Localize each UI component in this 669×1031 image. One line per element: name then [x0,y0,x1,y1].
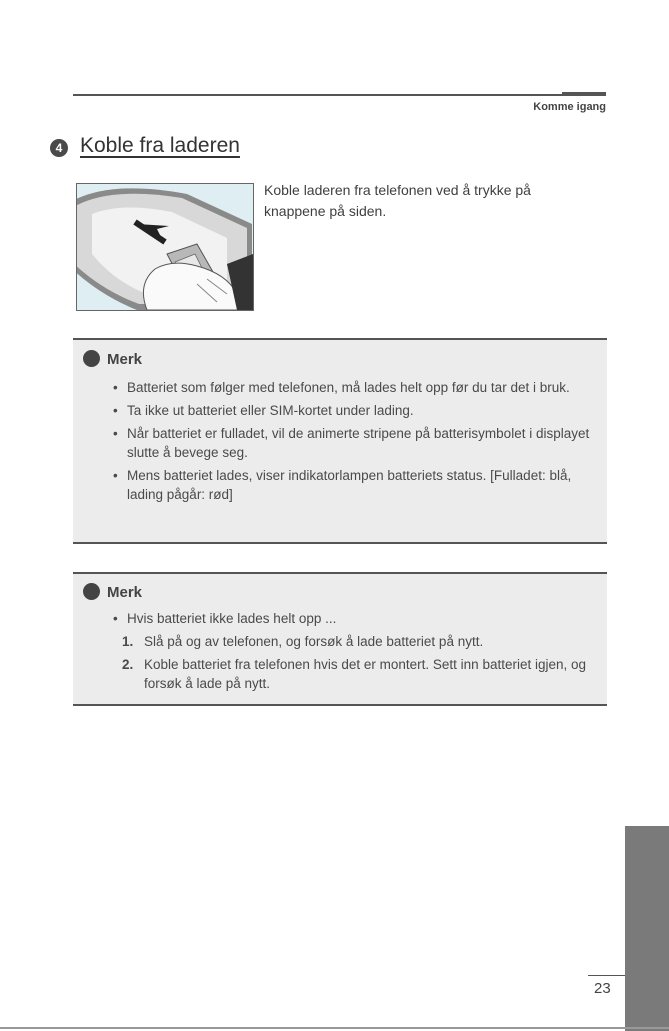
note-dot-icon [83,350,100,367]
header-rule [73,94,606,96]
note-intro-list [113,609,603,632]
step-title: Koble fra laderen [80,134,240,157]
list-item: • Mens batteriet lades, viser indikatorlampen batteriets status. [Fulladet: blå, lading pågår: rød] [113,468,572,502]
note-list [113,378,603,508]
bullet-icon: • [113,611,118,626]
bottom-edge [0,1027,669,1029]
list-item: • Hvis batteriet ikke lades helt opp ... [113,611,337,626]
note-steps-list [122,632,602,697]
section-label: Komme igang [533,101,606,113]
note-box-2 [73,572,607,706]
list-item: 2. Koble batteriet fra telefonen hvis det er montert. Sett inn batteriet igjen, og forsøk å lade på nytt. [122,657,587,691]
note-title: Merk [107,584,143,601]
charger-illustration-drawing [77,184,253,310]
bullet-icon: • [113,426,118,441]
charger-illustration [76,183,254,311]
note-box-1 [73,338,607,544]
note-dot-icon [83,583,100,600]
step-number-badge: 4 [50,139,68,157]
bullet-icon: • [113,468,118,483]
list-item: • Ta ikke ut batteriet eller SIM-kortet under lading. [113,403,414,418]
step-description: Koble laderen fra telefonen ved å trykke på knappene på siden. [264,182,531,219]
note-title: Merk [107,351,143,368]
bullet-icon: • [113,403,118,418]
list-item: • Når batteriet er fulladet, vil de animerte stripene på batterisymbolet i displayet slutte å bevege seg. [113,426,590,460]
page-number: 23 [594,980,611,997]
bullet-icon: • [113,380,118,395]
list-item: • Batteriet som følger med telefonen, må lades helt opp før du tar det i bruk. [113,380,570,395]
chapter-side-tab [625,826,669,1031]
list-item: 1. Slå på og av telefonen, og forsøk å lade batteriet på nytt. [122,634,484,649]
header-rule-accent [562,92,606,96]
page-number-rule [588,975,625,976]
